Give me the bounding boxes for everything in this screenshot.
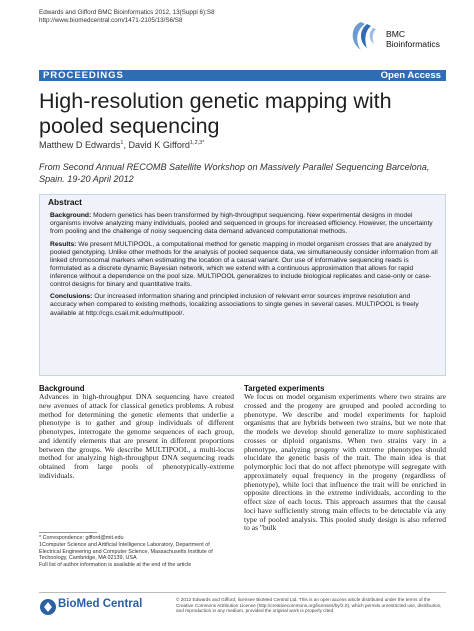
- abstract-background: [50, 212, 438, 236]
- article-url[interactable]: http://www.biomedcentral.com/1471-2105/13/S6/S8: [39, 17, 183, 24]
- footnote: [39, 535, 229, 569]
- background-paragraph: Advances in high-throughput DNA sequencing have created new avenues of attack for classical genetics problems. A robust method for determining the genetic elements that underlie a phenotype is to gather and group individuals of different phenotypes, interrogate the genome sequences of each group, and identify elements that are present in different proportions between the groups. We describe MULTIPOOL, a multi-locus method for analyzing high-throughput DNA sequencing reads obtained from large pools of phenotypically-extreme individuals.: [39, 392, 234, 480]
- author-2: , David K Gifford: [123, 140, 190, 151]
- right-column: [244, 384, 446, 533]
- article-type-label: PROCEEDINGS: [43, 70, 124, 81]
- open-access-label: Open Access: [380, 70, 441, 81]
- background-label: Background:: [50, 212, 92, 219]
- article-title: High-resolution genetic mapping with pooled sequencing: [39, 89, 392, 138]
- footnote-divider: [39, 532, 97, 533]
- abstract-results: [50, 241, 438, 289]
- author-1: Matthew D Edwards: [39, 140, 121, 151]
- conference-source: From Second Annual RECOMB Satellite Workshop on Massively Parallel Sequencing Barcelona, Spain. 19-20 April 2012: [39, 162, 430, 184]
- author-2-affiliation: 1,2,3*: [189, 140, 205, 146]
- abstract-conclusions: [50, 293, 438, 317]
- conclusions-text: Our increased information sharing and principled inclusion of relevant error sources improve resolution and accuracy when compared to existing methods, localizing associations to single genes in several cases. MULTIPOOL is freely available at http://cgs.csail.mit.edu/multipool/.: [50, 293, 419, 317]
- article-type-band: [39, 70, 446, 81]
- copyright-notice: © 2012 Edwards and Gifford; licensee BioMed Central Ltd. This is an open access article distributed under the terms of the Creative Commons Attribution License (http://creativecommons.org/licenses/by/2.0), which permits unrestricted use, distribution, and reproduction in any medium, provided the original work is properly cited.: [176, 597, 442, 614]
- author-info-note: Full list of author information is available at the end of the article: [39, 562, 192, 569]
- journal-logo-text: [386, 30, 440, 49]
- results-label: Results:: [50, 240, 77, 248]
- background-heading: Background: [39, 384, 85, 393]
- footer-divider: [39, 592, 446, 593]
- background-text: Modern genetics has been transformed by high-throughput sequencing. New experimental designs in model organisms involve analyzing many individuals, pooled and sequenced in groups for increased efficiency. However, the uncertainty from pooling and the challenge of noisy sequencing data demand advanced computational methods.: [50, 212, 433, 236]
- abstract-heading: Abstract: [48, 197, 82, 207]
- journal-logo-line2: Bioinformatics: [386, 38, 440, 49]
- targeted-experiments-paragraph: We focus on model organism experiments where two strains are crossed and the progeny are grouped and pooled according to phenotype. We describe and model experiments for haploid organisms that are hybrids between two strains, but we note that the models we develop should generalize to more sophisticated crosses or diploid organisms. When two strains vary in a phenotype, analyzing progeny with extreme phenotypes should elucidate the genetic basis of the trait. The main idea is that polymorphic loci that do not affect phenotype will segregate with approximately equal frequency in the progeny (regardless of phenotype), while loci that influence the trait will be enriched in opposite directions in the extreme individuals, according to the effect size of each locus. This approach assumes that the causal loci have sufficiently strong main effects to be detectable via any type of pooled analysis. This pooled study design is also referred to as "bulk: [244, 392, 446, 533]
- author-1-affiliation: 1: [120, 140, 124, 146]
- abstract-box: [39, 194, 446, 376]
- running-header: [39, 9, 215, 25]
- correspondence: * Correspondence: gifford@mit.edu: [39, 535, 124, 541]
- publisher-name: BioMed Central: [58, 598, 143, 610]
- left-column: [39, 384, 234, 481]
- results-text: We present MULTIPOOL, a computational method for genetic mapping in model organism crosses that are analyzed by pooled genotyping. Unlike other methods for the analysis of pooled sequence data, we simultaneously consider information from all linked chromosomal markers when estimating the location of a causal variant. Our use of informative sequencing reads is formulated as a discrete dynamic Bayesian network, which we extend with a continuous approximation that allows for rapid inference without a dependence on the pool size. MULTIPOOL generalizes to include biological replicates and case-only or case-control designs for binary and quantitative traits.: [50, 240, 438, 288]
- conclusions-label: Conclusions:: [50, 293, 93, 301]
- author-list: [39, 140, 204, 150]
- affiliation: 1Computer Science and Artificial Intelligence Laboratory, Department of Electrical Engineering and Computer Science, Massachusetts Institute of Technology, Cambridge, MA 02139, USA: [39, 541, 213, 562]
- abstract-body: [50, 212, 438, 322]
- citation-line: Edwards and Gifford BMC Bioinformatics 2012, 13(Suppl 6):S8: [39, 9, 215, 16]
- targeted-experiments-heading: Targeted experiments: [244, 384, 325, 393]
- journal-logo-line1: BMC: [386, 29, 406, 39]
